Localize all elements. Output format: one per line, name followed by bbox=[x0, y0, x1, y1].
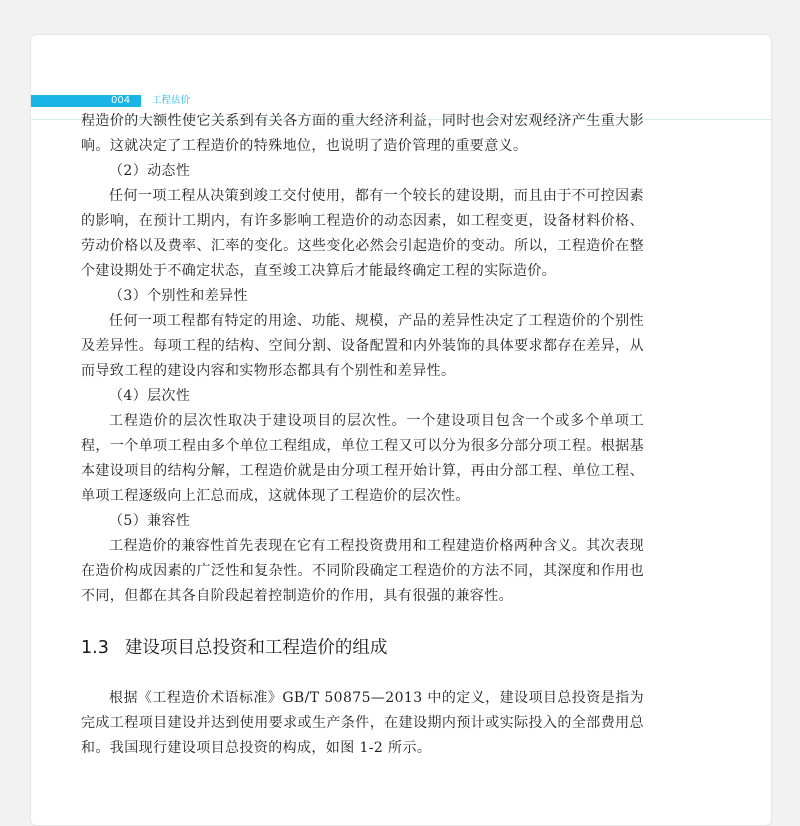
paragraph: 程造价的大额性使它关系到有关各方面的重大经济利益，同时也会对宏观经济产生重大影响。这就决定了工程造价的特殊地位，也说明了造价管理的重要意义。 bbox=[81, 113, 644, 154]
paragraph: 任何一项工程都有特定的用途、功能、规模，产品的差异性决定了工程造价的个别性及差异性。每项工程的结构、空间分割、设备配置和内外装饰的具体要求都存在差异，从而导致工程的建设内容和实物形态都具有个别性和差异性。 bbox=[81, 313, 644, 379]
running-title: 工程估价 bbox=[152, 95, 191, 106]
paragraph: 任何一项工程从决策到竣工交付使用，都有一个较长的建设期，而且由于不可控因素的影响，在预计工期内，有许多影响工程造价的动态因素，如工程变更，设备材料价格、劳动价格以及费率、汇率的变化。这些变化必然会引起造价的变动。所以，工程造价在整个建设期处于不确定状态，直至竣工决算后才能最终确定工程的实际造价。 bbox=[81, 188, 644, 279]
page-number: 004 bbox=[111, 95, 131, 106]
body-text bbox=[81, 109, 644, 761]
section-number: 1.3 bbox=[81, 638, 109, 658]
subheading-compatibility: （5）兼容性 bbox=[109, 513, 191, 529]
subheading-hierarchy: （4）层次性 bbox=[109, 388, 191, 404]
subheading-dynamic: （2）动态性 bbox=[109, 163, 191, 179]
paragraph: 工程造价的兼容性首先表现在它有工程投资费用和工程建造价格两种含义。其次表现在造价构成因素的广泛性和复杂性。不同阶段确定工程造价的方法不同，其深度和作用也不同，但都在其各自阶段起着控制造价的作用，具有很强的兼容性。 bbox=[81, 538, 644, 604]
subheading-individuality: （3）个别性和差异性 bbox=[109, 288, 248, 304]
paragraph: 根据《工程造价术语标准》GB/T 50875—2013 中的定义，建设项目总投资是指为完成工程项目建设并达到使用要求或生产条件，在建设期内预计或实际投入的全部费用总和。我国现行建设项目总投资的构成，如图 1-2 所示。 bbox=[81, 690, 644, 756]
section-heading bbox=[81, 636, 644, 660]
paragraph: 工程造价的层次性取决于建设项目的层次性。一个建设项目包含一个或多个单项工程，一个单项工程由多个单位工程组成，单位工程又可以分为很多分部分项工程。根据基本建设项目的结构分解，工程造价就是由分项工程开始计算，再由分部工程、单位工程、单项工程逐级向上汇总而成，这就体现了工程造价的层次性。 bbox=[81, 413, 644, 504]
section-title-text: 建设项目总投资和工程造价的组成 bbox=[124, 638, 388, 658]
